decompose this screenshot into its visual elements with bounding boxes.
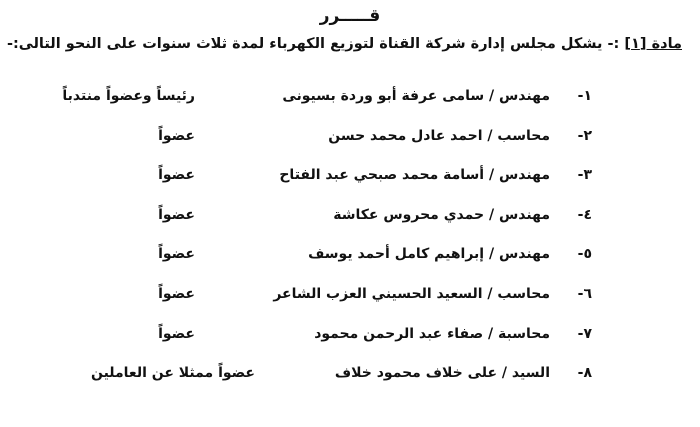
member-row [0, 167, 700, 207]
article-text: :- يشكل مجلس إدارة شركة القناة لتوزيع الكهرباء لمدة ثلاث سنوات على النحو التالى:- [6, 36, 620, 52]
member-row [0, 286, 700, 326]
member-name: مهندس / سامى عرفة أبو وردة بسيونى [282, 88, 550, 104]
member-name: محاسب / احمد عادل محمد حسن [328, 127, 550, 144]
member-role: عضواً [158, 246, 195, 263]
member-number: ١- [577, 88, 592, 104]
decree-title: قـــــرر [319, 6, 381, 26]
member-number: ٧- [577, 325, 592, 342]
member-role: عضواً [158, 206, 195, 223]
member-number: ٤- [577, 206, 592, 223]
article-label: مادة [١] [624, 36, 682, 52]
member-number: ٨- [577, 365, 592, 382]
member-name: مهندس / حمدي محروس عكاشة [333, 206, 550, 223]
member-role: عضواً [158, 167, 195, 184]
member-role: عضواً ممثلا عن العاملين [90, 365, 255, 382]
member-number: ٦- [577, 285, 592, 302]
member-role: عضواً [158, 285, 195, 302]
member-role: رئيساً وعضواً منتدباً [62, 88, 195, 104]
member-name: السيد / على خلاف محمود خلاف [334, 365, 550, 382]
member-name: مهندس / أسامة محمد صبحي عبد الفتاح [279, 167, 550, 184]
member-name: محاسبة / صفاء عبد الرحمن محمود [314, 325, 550, 342]
member-name: محاسب / السعيد الحسيني العزب الشاعر [273, 285, 550, 302]
member-row [0, 128, 700, 168]
member-row [0, 365, 700, 405]
member-row [0, 88, 700, 128]
member-row [0, 207, 700, 247]
member-role: عضواً [158, 127, 195, 144]
members-list [0, 88, 700, 405]
member-row [0, 326, 700, 366]
member-number: ٣- [577, 167, 592, 184]
member-number: ٥- [577, 246, 592, 263]
member-row [0, 246, 700, 286]
member-name: مهندس / إبراهيم كامل أحمد يوسف [308, 246, 550, 263]
member-number: ٢- [577, 127, 592, 144]
article-heading [6, 36, 682, 52]
member-role: عضواً [158, 325, 195, 342]
